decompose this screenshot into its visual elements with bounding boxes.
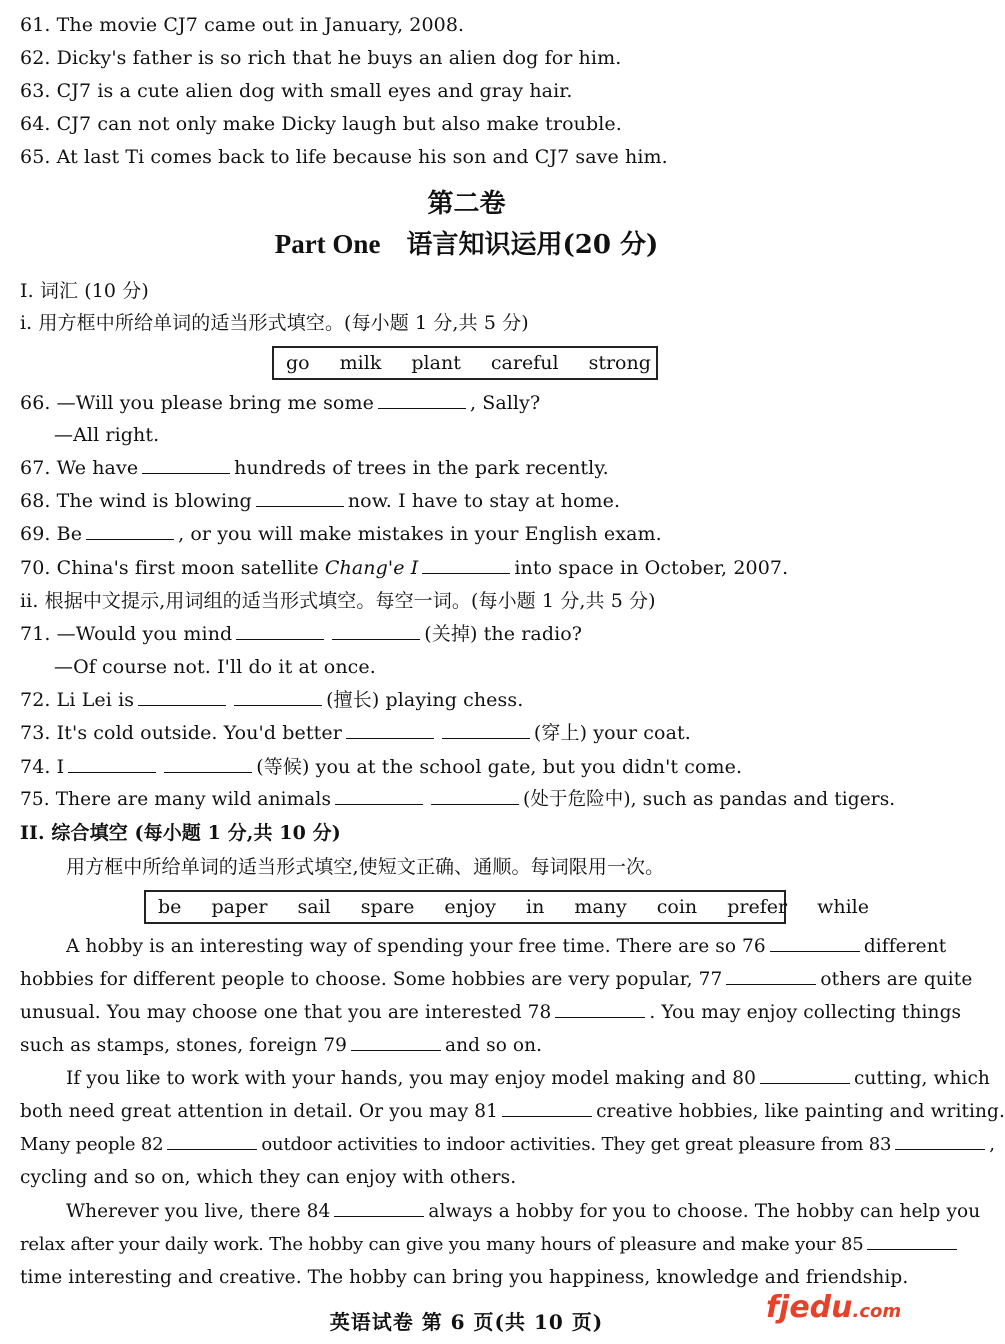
q67-text: 67. We have (20, 457, 139, 479)
word-box-1-item: plant (411, 352, 461, 374)
question-69 (20, 519, 909, 549)
p2-text: creative hobbies, like painting and writing. (596, 1101, 1005, 1122)
section2-title: II. 综合填空 (每小题 1 分,共 10 分) (20, 822, 341, 844)
answer-blank[interactable] (167, 1131, 257, 1150)
word-box-2-item: sail (297, 896, 331, 918)
q66-text-end: , Sally? (469, 392, 541, 414)
answer-blank[interactable] (86, 521, 174, 540)
word-box-2-item: in (526, 896, 545, 918)
word-box-2-item: coin (656, 896, 698, 918)
word-box-1-item: careful (490, 352, 559, 374)
section1-sub-i: i. 用方框中所给单词的适当形式填空。(每小题 1 分,共 5 分) (20, 312, 529, 334)
question-73 (20, 718, 909, 748)
p3-line1 (66, 1197, 981, 1227)
word-box-1 (272, 346, 658, 380)
q69-text-end: , or you will make mistakes in your English exam. (178, 523, 662, 545)
word-box-2-item: be (158, 896, 182, 918)
q66-reply: —All right. (54, 424, 160, 446)
answer-blank[interactable] (502, 1098, 592, 1117)
p2-text: outdoor activities to indoor activities. They get great pleasure from 83 (261, 1134, 892, 1155)
word-box-2-item: paper (211, 896, 268, 918)
word-box-2-item: enjoy (444, 896, 496, 918)
word-box-2-item: many (574, 896, 627, 918)
p2-text: If you like to work with your hands, you may enjoy model making and 80 (66, 1068, 756, 1089)
q70-text: 70. China's first moon satellite (20, 557, 319, 579)
p1-text: A hobby is an interesting way of spending your free time. There are so 76 (66, 936, 766, 957)
p1-text: others are quite (820, 969, 973, 990)
p3-text: always a hobby for you to choose. The hobby can help you (428, 1201, 981, 1222)
p2-text: Many people 82 (20, 1134, 164, 1155)
q74-text-end: (等候) you at the school gate, but you didn't come. (256, 756, 743, 778)
watermark-suffix: .com (852, 1301, 902, 1322)
question-72 (20, 685, 909, 715)
question-67 (20, 453, 909, 483)
part-title-en: Part One (274, 229, 381, 259)
p3-line2 (20, 1230, 909, 1260)
answer-blank[interactable] (867, 1231, 957, 1250)
q72-text-end: (擅长) playing chess. (326, 689, 524, 711)
answer-blank[interactable] (332, 621, 420, 640)
section1-title: I. 词汇 (10 分) (20, 280, 149, 302)
p1-line2 (20, 965, 973, 995)
p3-text: Wherever you live, there 84 (66, 1201, 331, 1222)
question-75 (20, 785, 909, 815)
q71-text: 71. —Would you mind (20, 623, 233, 645)
q70-satellite-name: Chang'e I (324, 557, 419, 579)
p1-text: hobbies for different people to choose. Some hobbies are very popular, 77 (20, 969, 723, 990)
q72-text: 72. Li Lei is (20, 689, 135, 711)
q68-text-end: now. I have to stay at home. (347, 490, 621, 512)
statement-63: 63. CJ7 is a cute alien dog with small eyes and gray hair. (20, 80, 573, 102)
answer-blank[interactable] (555, 999, 645, 1018)
answer-blank[interactable] (334, 1198, 424, 1217)
volume-title: 第二卷 (427, 189, 506, 219)
p2-line3 (20, 1130, 995, 1160)
question-71 (20, 619, 909, 649)
answer-blank[interactable] (164, 754, 252, 773)
word-box-2-item: prefer (727, 896, 788, 918)
section2-instruction: 用方框中所给单词的适当形式填空,使短文正确、通顺。每词限用一次。 (66, 856, 665, 878)
answer-blank[interactable] (431, 786, 519, 805)
p2-line1 (66, 1064, 990, 1094)
p2-text: both need great attention in detail. Or you may 81 (20, 1101, 499, 1122)
word-box-2-item: spare (360, 896, 415, 918)
q69-text: 69. Be (20, 523, 83, 545)
answer-blank[interactable] (346, 720, 434, 739)
p1-line3 (20, 998, 962, 1028)
p1-text: such as stamps, stones, foreign 79 (20, 1035, 348, 1056)
q71-text-end: (关掉) the radio? (424, 623, 583, 645)
p3-text: relax after your daily work. The hobby can give you many hours of pleasure and make your 85 (20, 1234, 864, 1255)
p1-line1 (66, 932, 947, 962)
answer-blank[interactable] (770, 933, 860, 952)
answer-blank[interactable] (378, 390, 466, 409)
part-title-cn: 语言知识运用(20 分) (406, 230, 659, 260)
page-footer: 英语试卷 第 6 页(共 10 页) (329, 1310, 604, 1334)
answer-blank[interactable] (442, 720, 530, 739)
p1-text: unusual. You may choose one that you are interested 78 (20, 1002, 552, 1023)
answer-blank[interactable] (895, 1131, 985, 1150)
q75-text-end: (处于危险中), such as pandas and tigers. (523, 789, 896, 810)
q75-text: 75. There are many wild animals (20, 789, 332, 810)
p1-line4 (20, 1031, 909, 1061)
q70-text-end: into space in October, 2007. (514, 557, 789, 579)
statement-65: 65. At last Ti comes back to life because his son and CJ7 save him. (20, 146, 668, 168)
answer-blank[interactable] (351, 1032, 441, 1051)
p1-text: . You may enjoy collecting things (649, 1002, 962, 1023)
q73-text: 73. It's cold outside. You'd better (20, 722, 342, 744)
q73-text-end: (穿上) your coat. (533, 722, 691, 744)
question-68 (20, 486, 909, 516)
answer-blank[interactable] (68, 754, 156, 773)
answer-blank[interactable] (142, 455, 230, 474)
q74-text: 74. I (20, 756, 65, 778)
p1-text: different (863, 936, 947, 957)
part-title (0, 226, 933, 263)
p3-line3: time interesting and creative. The hobby can bring you happiness, knowledge and friendship. (20, 1267, 909, 1288)
p2-text: , (989, 1134, 995, 1155)
answer-blank[interactable] (256, 488, 344, 507)
q67-text-end: hundreds of trees in the park recently. (234, 457, 609, 479)
q71-reply: —Of course not. I'll do it at once. (54, 656, 376, 678)
statement-61: 61. The movie CJ7 came out in January, 2008. (20, 14, 465, 36)
p2-line2 (20, 1097, 1005, 1127)
word-box-2-item: while (817, 896, 870, 918)
answer-blank[interactable] (138, 687, 226, 706)
word-box-2 (144, 890, 870, 924)
question-70 (20, 553, 909, 583)
question-66 (20, 388, 909, 418)
statement-64: 64. CJ7 can not only make Dicky laugh but also make trouble. (20, 113, 622, 135)
answer-blank[interactable] (236, 621, 324, 640)
section1-sub-ii: ii. 根据中文提示,用词组的适当形式填空。每空一词。(每小题 1 分,共 5 分) (20, 590, 656, 612)
answer-blank[interactable] (335, 786, 423, 805)
answer-blank[interactable] (760, 1065, 850, 1084)
word-box-1-item: go (286, 352, 310, 374)
p2-text: cutting, which (854, 1068, 990, 1089)
q68-text: 68. The wind is blowing (20, 490, 252, 512)
watermark-main: fjedu (766, 1290, 853, 1325)
p2-line4: cycling and so on, which they can enjoy with others. (20, 1167, 517, 1188)
watermark-logo (766, 1290, 901, 1325)
answer-blank[interactable] (422, 555, 510, 574)
q66-text: 66. —Will you please bring me some (20, 392, 374, 414)
p1-text: and so on. (445, 1035, 543, 1056)
word-box-1-item: strong (588, 352, 651, 374)
answer-blank[interactable] (234, 687, 322, 706)
answer-blank[interactable] (726, 966, 816, 985)
question-74 (20, 752, 909, 782)
word-box-1-item: milk (339, 352, 382, 374)
statement-62: 62. Dicky's father is so rich that he buys an alien dog for him. (20, 47, 622, 69)
